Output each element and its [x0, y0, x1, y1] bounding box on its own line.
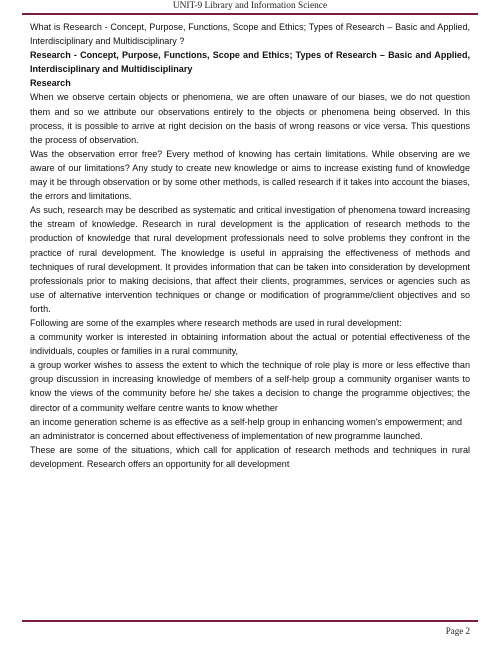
section-heading: Research - Concept, Purpose, Functions, Scope and Ethics; Types of Research – Basic and Applied, Interdisciplinary and Multidisciplinary	[30, 50, 470, 75]
paragraph: These are some of the situations, which call for application of research methods and techniques in rural development. Research offers an opportunity for all development	[30, 444, 470, 469]
footer-rule	[22, 620, 478, 622]
paragraph: an administrator is concerned about effectiveness of implementation of new programme launched.	[30, 430, 423, 441]
subheading: Research	[30, 78, 71, 89]
header-rule	[22, 13, 478, 15]
page-number: Page 2	[445, 626, 470, 636]
document-body	[30, 20, 470, 471]
paragraph: When we observe certain objects or phenomena, we are often unaware of our biases, we do not question them and so we attribute our observations entirely to the objects or phenomena being observed. In this process, it is possible to arrive at right decision on the basis of wrong reasons or vice versa. This questions the process of observation.	[30, 92, 470, 145]
paragraph: Was the observation error free? Every method of knowing has certain limitations. While observing are we aware of our limitations? Any study to create new knowledge or aims to increase existing fund of knowledge may it be through observation or by some other methods, is called research if it takes into account the biases, the errors and limitations.	[30, 148, 470, 202]
paragraph: As such, research may be described as systematic and critical investigation of phenomena toward increasing the stream of knowledge. Research in rural development is the application of research methods to the production of knowledge that rural development professionals need to solve problems they confront in the practice of rural development. The knowledge is useful in appraising the effectiveness of methods and techniques of rural development. It provides information that can be taken into consideration by development professionals prior to making decisions, that affect their clients, programmes, services or agencies such as use of alternative intervention techniques or change or modification of programme/client objectives and so forth.	[30, 205, 470, 314]
question-text: What is Research - Concept, Purpose, Functions, Scope and Ethics; Types of Research – Basic and Applied, Interdisciplinary and Multidisciplinary ?	[30, 22, 470, 47]
paragraph: a group worker wishes to assess the extent to which the technique of role play is more or less effective than group discussion in increasing knowledge of members of a self-help group a community organiser wants to know the views of the community before he/ she takes a decision to change the programme objectives; the director of a community welfare centre wants to know whether	[30, 360, 470, 413]
paragraph: an income generation scheme is as effective as a self-help group in enhancing women's empowerment; and	[30, 416, 463, 427]
paragraph: Following are some of the examples where research methods are used in rural development:	[30, 317, 402, 328]
paragraph: a community worker is interested in obtaining information about the actual or potential effectiveness of the individuals, couples or families in a rural community,	[30, 332, 470, 357]
page-header: UNIT-9 Library and Information Science	[172, 1, 328, 11]
